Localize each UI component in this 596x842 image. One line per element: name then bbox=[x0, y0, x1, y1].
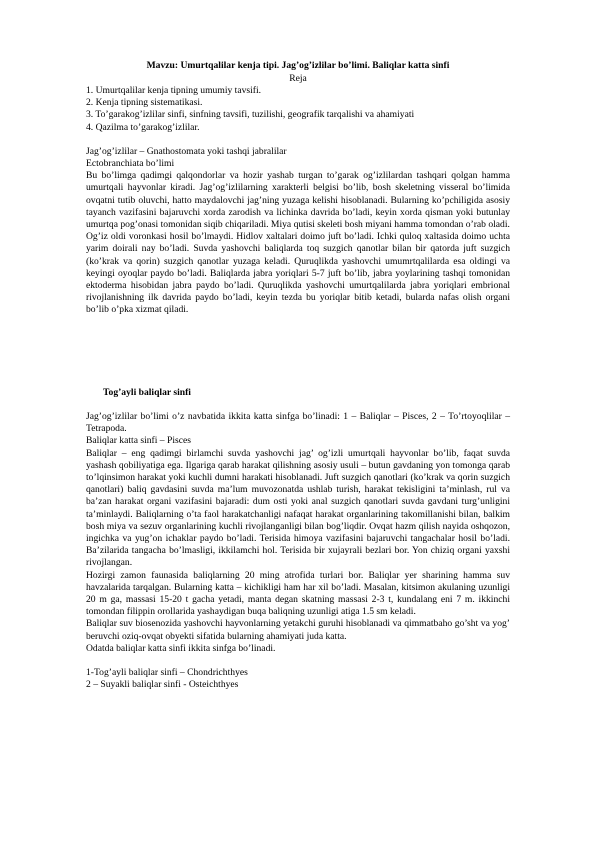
plan-item: 2. Kenja tipning sistematikasi. bbox=[86, 97, 203, 109]
body-line: Odatda baliqlar katta sinfi ikkita sinfga bo’linadi. bbox=[86, 642, 276, 654]
main-text bbox=[86, 85, 510, 317]
intro-paragraph: Bu bo’limga qadimgi qalqondorlar va hozir yashab turgan to’garak og’izlilardan tashqari qolgan hamma umurtqali hayvonlar kiradi. Jag’og’izlilarning xarakterli belgisi bo’lib, bosh skeletning visseral bo’limida ovqatni tutib oluvchi, hatto maydalovchi jag’ning yuzaga kelishi hisoblanadi. Bularning ko’pchiligida asosiy tayanch vazifasini bajaruvchi xorda zarodish va lichinka davrida bo’ladi, keyin xorda qisman yoki butunlay umurtqa pog’onasi tomonidan siqib chiqariladi. Miya qutisi skeleti bosh miyani hamma tomondan o’rab oladi. bbox=[86, 170, 510, 231]
plan-item: 3. To’garakog’izlilar sinfi, sinfning tavsifi, tuzilishi, geografik tarqalishi va ahamiyati bbox=[86, 109, 415, 121]
plan-item: 4. Qazilma to’garakog’izlilar. bbox=[86, 121, 200, 133]
body-paragraph: Baliqlar – eng qadimgi birlamchi suvda yashovchi jag’ og’izli umurtqali hayvonlar bo’lib, faqat suvda yashash qobiliyatiga ega. Ilgariga qarab harakat qilishning asosiy usuli – butun gavdaning yon tomonga qarab to’lqinsimon harakat yoki kuchli dumni harakati hisoblanadi. Juft suzgich qanotlari (ko’krak va qorin suzgich qanotlari) baliq gavdasini suvda ma’lum muvozonatda ushlab turish, harakat tekisligini ta’minlash, rul va ba’zan harakat organi vazifasini bajaradi: dum osti yoki anal suzgich qanotlari suvda gavdani turg’unligini ta’minlaydi. Baliqlarning o’ta faol harakatchanligi nafaqat harakat organlarining takomillanishi bilan, balkim bosh miya va sezuv organlarining kuchli rivojlanganligi bilan bog’liqdir. Ovqat hazm qilish nayida oshqozon, ingichka va yug’on ichaklar paydo bo’ladi. Terisida himoya vazifasini bajaruvchi tangachalar hosil bo’ladi. Ba’zilarida tangacha bo’lmasligi, ikkilamchi hol. Terisida bir xujayrali bezlari bor. Yon chiziq organi yaxshi rivojlangan. bbox=[86, 447, 510, 569]
plan-item: 1. Umurtqalilar kenja tipning umumiy tavsifi. bbox=[86, 85, 262, 96]
plan-heading: Reja bbox=[289, 73, 307, 84]
intro-line: Ectobranchiata bo’limi bbox=[86, 158, 175, 170]
intro-paragraph: Og’iz oldi voronkasi hosil bo’lmaydi. Hidlov xaltalari doimo juft bo’ladi. Ichki quloq xaltasida doimo uchta yarim doirali nay bo’ladi. Suvda yashovchi baliqlarda toq suzgich qanotlar bilan bir qatorda juft suzgich (ko’krak va qorin) suzgich qanotlar yuzaga keladi. Quruqlikda yashovchi umumrtqalilarda esa oldingi va keyingi oyoqlar paydo bo’ladi. Baliqlarda jabra yoriqlari 5-7 juft bo’lib, jabra yoylarining tashqi tomonidan ektoderma hisobidan jabra paydo bo’ladi. Quruqlikda yashovchi umurtqalilarda jabra yoriqlari embrional rivojlanishning ilk davrida paydo bo’ladi, keyin tezda bu yoriqlar bitib ketadi, bularda nafas olish organi bo’lib o’pka xizmat qiladi. bbox=[86, 231, 510, 316]
body-paragraph: Jag’og’izlilar bo’limi o’z navbatida ikkita katta sinfga bo’linadi: 1 – Baliqlar – Pisces, 2 – To’rtoyoqlilar – Tetrapoda. bbox=[86, 411, 510, 435]
intro-line: Jag’og’izlilar – Gnathostomata yoki tashqi jabralilar bbox=[86, 145, 287, 157]
body-line: Baliqlar katta sinfi – Pisces bbox=[86, 435, 191, 447]
section-heading: Tog’ayli baliqlar sinfi bbox=[103, 387, 191, 398]
class-item: 1-Tog’ayli baliqlar sinfi – Chondrichthyes bbox=[86, 667, 248, 679]
body-paragraph: Baliqlar suv biosenozida yashovchi hayvonlarning yetakchi guruhi hisoblanadi va qimmatbaho go’sht va yog’ beruvchi oziq-ovqat obyekti sifatida bularning ahamiyati juda katta. bbox=[86, 618, 510, 642]
document-title: Mavzu: Umurtqalilar kenja tipi. Jag’og’izlilar bo’limi. Baliqlar katta sinfi bbox=[146, 60, 450, 71]
body-paragraph: Hozirgi zamon faunasida baliqlarning 20 ming atrofida turlari bor. Baliqlar yer sharining hamma suv havzalarida tarqalgan. Bularning katta – kichikligi ham har xil bo’ladi. Masalan, kitsimon akulaning uzunligi 20 m ga, massasi 15-20 t gacha yetadi, manta degan skatning massasi 2-3 t, kundalang eni 7 m. ikkinchi tomondan filippin orollarida yashaydigan buqa baliqning uzunligi atiga 1.5 sm keladi. bbox=[86, 569, 510, 618]
section-text bbox=[86, 411, 510, 691]
class-item: 2 – Suyakli baliqlar sinfi - Osteichthyes bbox=[86, 679, 239, 691]
